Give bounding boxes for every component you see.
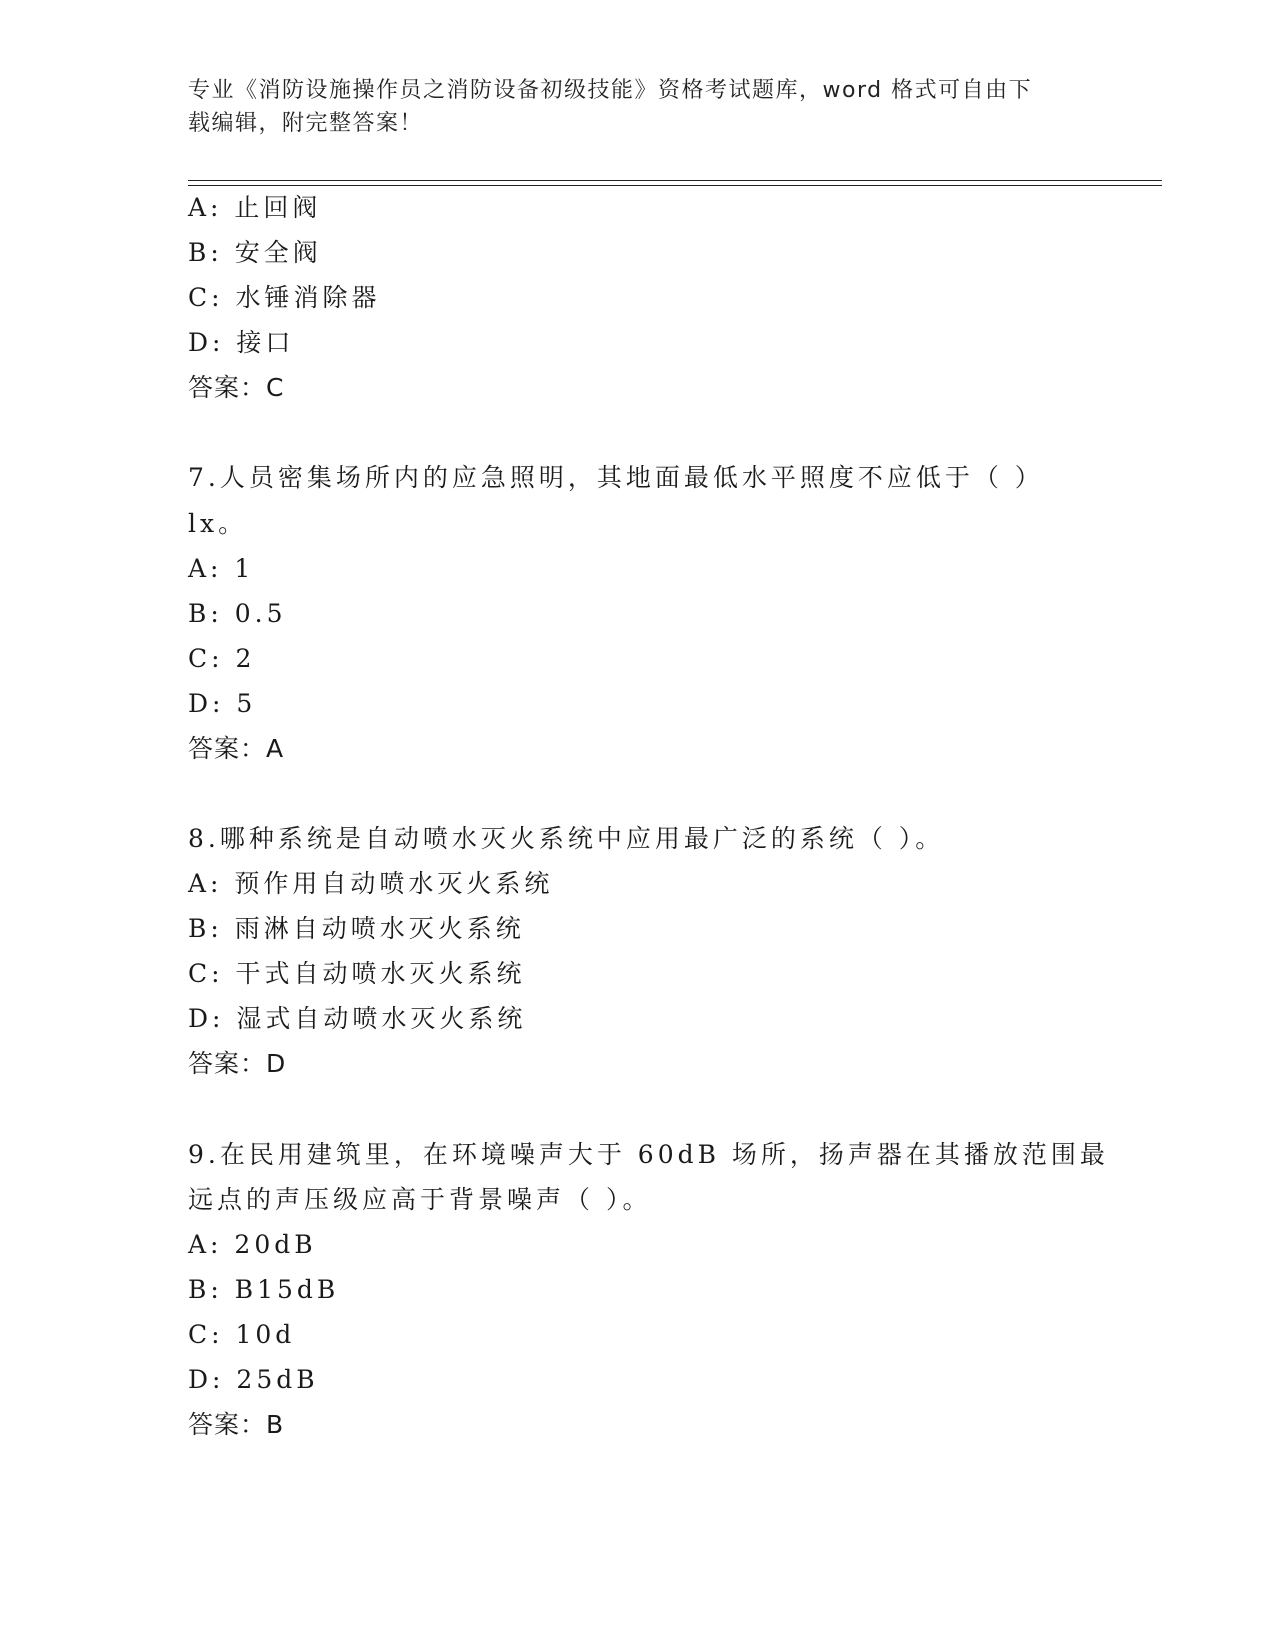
q9-answer: 答案：B	[188, 1410, 285, 1439]
q7-option-c: C: 2	[188, 644, 256, 673]
header-line-1: 专业《消防设施操作员之消防设备初级技能》资格考试题库，word 格式可自由下	[188, 78, 1033, 103]
q8-stem-line-1: 8.哪种系统是自动喷水灭火系统中应用最广泛的系统（ ）。	[188, 824, 945, 853]
q7-option-a: A: 1	[188, 554, 255, 583]
q9-stem-line-2: 远点的声压级应高于背景噪声（ ）。	[188, 1185, 652, 1214]
q6-answer: 答案：C	[188, 373, 285, 402]
document-header	[188, 74, 1078, 140]
q9-option-c: C: 10d	[188, 1320, 296, 1349]
q8-answer: 答案：D	[188, 1049, 287, 1078]
q9-option-a: A: 20dB	[188, 1230, 317, 1259]
q6-option-a: A: 止回阀	[188, 193, 322, 222]
q6-option-d: D: 接口	[188, 328, 295, 357]
q7-option-d: D: 5	[188, 689, 257, 718]
q6-option-c: C: 水锤消除器	[188, 283, 381, 312]
q6-option-b: B: 安全阀	[188, 238, 322, 267]
q7-stem-line-1: 7.人员密集场所内的应急照明，其地面最低水平照度不应低于（ ）	[188, 463, 1044, 492]
q7-answer: 答案：A	[188, 734, 285, 763]
q9-option-b: B: B15dB	[188, 1275, 340, 1304]
q8-option-a: A: 预作用自动喷水灭火系统	[188, 869, 554, 898]
header-divider	[188, 180, 1162, 186]
q8-option-b: B: 雨淋自动喷水灭火系统	[188, 914, 525, 943]
q9-option-d: D: 25dB	[188, 1365, 319, 1394]
q7-stem-line-2: lx。	[188, 509, 248, 538]
header-line-2: 载编辑，附完整答案！	[188, 111, 424, 136]
q8-option-c: C: 干式自动喷水灭火系统	[188, 959, 526, 988]
q8-option-d: D: 湿式自动喷水灭火系统	[188, 1004, 527, 1033]
q9-stem-line-1: 9.在民用建筑里，在环境噪声大于 60dB 场所，扬声器在其播放范围最	[188, 1140, 1109, 1169]
q7-option-b: B: 0.5	[188, 599, 287, 628]
